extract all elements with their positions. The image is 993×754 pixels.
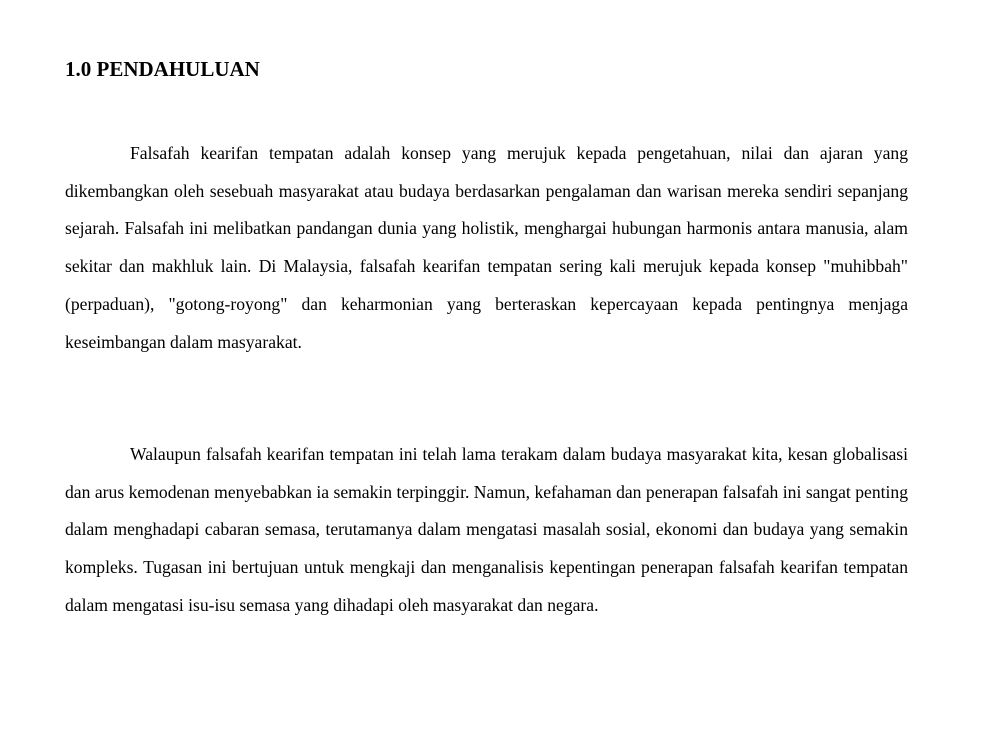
paragraph-intro: Falsafah kearifan tempatan adalah konsep yang merujuk kepada pengetahuan, nilai dan ajaran yang dikembangkan oleh sesebuah masyarakat atau budaya berdasarkan pengalaman dan warisan mereka sendiri sepanjang sejarah. Falsafah ini melibatkan pandangan dunia yang holistik, menghargai hubungan harmonis antara manusia, alam sekitar dan makhluk lain. Di Malaysia, falsafah kearifan tempatan sering kali merujuk kepada konsep "muhibbah" (perpaduan), "gotong-royong" dan keharmonian yang berteraskan kepercayaan kepada pentingnya menjaga keseimbangan dalam masyarakat. bbox=[65, 143, 908, 352]
section-heading: 1.0 PENDAHULUAN bbox=[65, 57, 260, 81]
paragraph-purpose: Walaupun falsafah kearifan tempatan ini telah lama terakam dalam budaya masyarakat kita, kesan globalisasi dan arus kemodenan menyebabkan ia semakin terpinggir. Namun, kefahaman dan penerapan falsafah ini sangat penting dalam menghadapi cabaran semasa, terutamanya dalam mengatasi masalah sosial, ekonomi dan budaya yang semakin kompleks. Tugasan ini bertujuan untuk mengkaji dan menganalisis kepentingan penerapan falsafah kearifan tempatan dalam mengatasi isu-isu semasa yang dihadapi oleh masyarakat dan negara. bbox=[65, 444, 908, 615]
